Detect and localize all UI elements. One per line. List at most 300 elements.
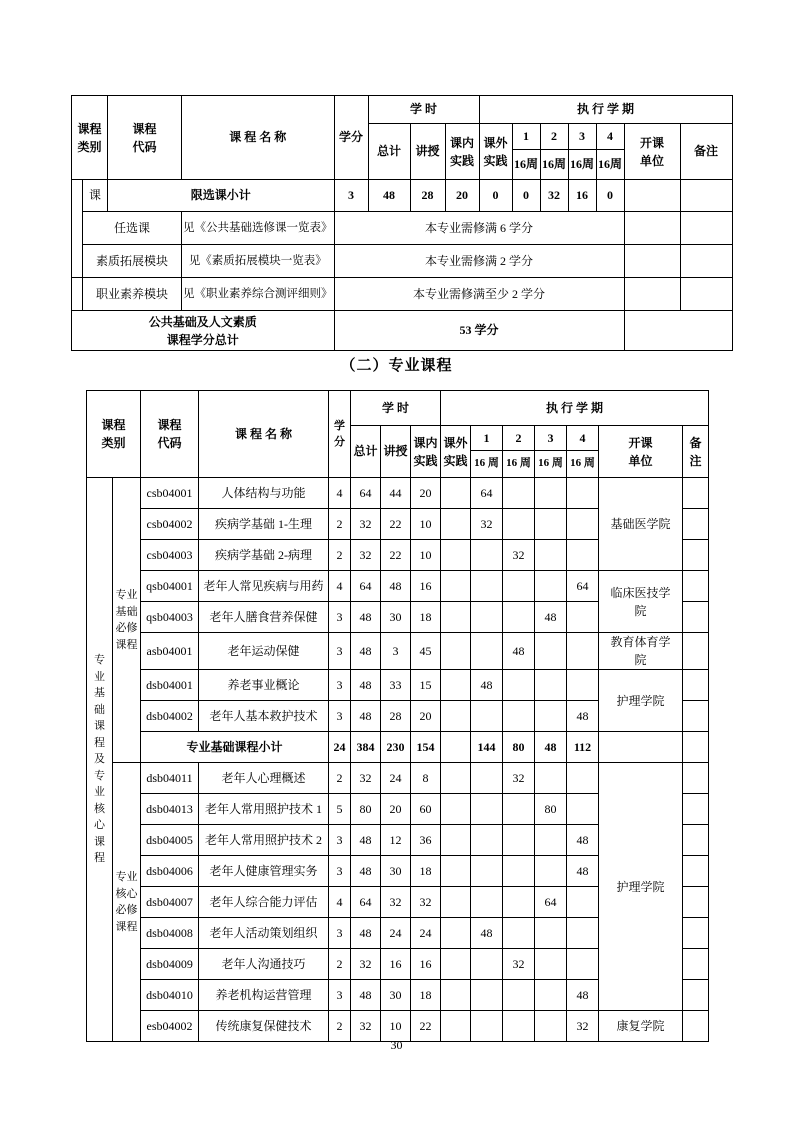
sem3-cell <box>535 825 567 856</box>
outclass-practice-cell <box>441 980 471 1011</box>
course-code-cell: csb04002 <box>141 509 199 540</box>
hours-total-cell: 32 <box>351 763 381 794</box>
hours-lecture-cell: 24 <box>381 918 411 949</box>
note-cell <box>683 794 709 825</box>
t1-module-name: 见《素质拓展模块一览表》 <box>182 245 335 278</box>
outclass-practice-cell <box>441 887 471 918</box>
hours-total-cell: 32 <box>351 540 381 571</box>
note-cell <box>683 763 709 794</box>
course-code-cell: dsb04008 <box>141 918 199 949</box>
t2-header-weeks-4: 16 周 <box>567 451 599 478</box>
note-cell <box>683 540 709 571</box>
credit-cell: 2 <box>329 540 351 571</box>
hours-total-cell: 48 <box>351 918 381 949</box>
sem4-cell <box>567 540 599 571</box>
t1-module-name: 见《公共基础选修课一览表》 <box>182 212 335 245</box>
t1-header-weeks-2: 16周 <box>540 150 568 180</box>
sem2-cell <box>503 670 535 701</box>
credit-cell: 3 <box>329 825 351 856</box>
t2-header-sem-1: 1 <box>471 426 503 451</box>
note-cell <box>683 478 709 509</box>
course-row <box>87 670 709 701</box>
sem4-cell: 48 <box>567 980 599 1011</box>
sem2-cell <box>503 794 535 825</box>
course-code-cell: dsb04010 <box>141 980 199 1011</box>
t2-header-unit <box>599 426 683 478</box>
course-row <box>87 763 709 794</box>
credit-cell: 5 <box>329 794 351 825</box>
hours-total-cell: 48 <box>351 701 381 732</box>
hours-lecture-cell: 28 <box>381 701 411 732</box>
sem4-cell <box>567 918 599 949</box>
t1-subtotal-row <box>72 180 733 212</box>
inclass-practice-cell: 154 <box>411 732 441 763</box>
sem1-cell <box>471 980 503 1011</box>
t1-header-lecture: 讲授 <box>410 124 445 180</box>
outclass-practice-cell <box>441 918 471 949</box>
t1-outer-spacer-cell <box>72 278 83 311</box>
t1-total-value: 53 学分 <box>334 311 624 351</box>
sem2-cell <box>503 1011 535 1042</box>
inclass-practice-cell: 45 <box>411 633 441 670</box>
t1-header-sem-1: 1 <box>512 124 540 150</box>
offering-unit-label: 护理学院 <box>616 879 665 894</box>
credit-cell: 3 <box>329 633 351 670</box>
course-code-cell: dsb04011 <box>141 763 199 794</box>
t2-header-credit: 学分 <box>329 391 351 478</box>
offering-unit-cell <box>599 732 683 763</box>
offering-unit-label: 教育体育学院 <box>610 635 671 667</box>
sem2-cell <box>503 602 535 633</box>
sem3-cell: 80 <box>535 794 567 825</box>
course-code-cell: dsb04002 <box>141 701 199 732</box>
t2-header-inclass: 课内实践 <box>411 426 441 478</box>
note-cell <box>683 633 709 670</box>
t2-header-weeks-3: 16 周 <box>535 451 567 478</box>
sem3-cell <box>535 509 567 540</box>
t1-module-requirement: 本专业需修满 6 学分 <box>334 212 624 245</box>
t1-header-hours: 学 时 <box>368 96 479 124</box>
t1-total-label-line1: 公共基础及人文素质 <box>148 314 257 329</box>
sem2-cell: 48 <box>503 633 535 670</box>
inclass-practice-cell: 24 <box>411 918 441 949</box>
outclass-practice-cell <box>441 732 471 763</box>
hours-total-cell: 32 <box>351 1011 381 1042</box>
t2-header-sem-2: 2 <box>503 426 535 451</box>
sem4-cell <box>567 633 599 670</box>
public-basic-course-table <box>71 95 733 351</box>
note-cell <box>683 732 709 763</box>
sem1-cell <box>471 794 503 825</box>
t1-header-sem-3: 3 <box>568 124 596 150</box>
course-row <box>87 1011 709 1042</box>
offering-unit-label: 基础医学院 <box>610 517 671 531</box>
sem1-cell: 144 <box>471 732 503 763</box>
outclass-practice-cell <box>441 540 471 571</box>
sem2-cell: 32 <box>503 949 535 980</box>
hours-total-cell: 384 <box>351 732 381 763</box>
outclass-practice-cell <box>441 509 471 540</box>
credit-cell: 3 <box>329 701 351 732</box>
outclass-practice-cell <box>441 633 471 670</box>
sem3-cell <box>535 478 567 509</box>
t1-subtotal-inclass: 20 <box>445 180 479 212</box>
t1-module-row <box>72 212 733 245</box>
inclass-practice-cell: 16 <box>411 949 441 980</box>
t1-total-label <box>72 311 335 351</box>
offering-unit-cell <box>599 763 683 1011</box>
subtotal-row <box>87 732 709 763</box>
sem1-cell <box>471 763 503 794</box>
course-group-cell: 专业核心必修课程 <box>113 763 141 1042</box>
sem2-cell <box>503 571 535 602</box>
sem2-cell: 80 <box>503 732 535 763</box>
hours-total-cell: 64 <box>351 478 381 509</box>
t2-header-semesters: 执 行 学 期 <box>441 391 709 426</box>
inclass-practice-cell: 10 <box>411 509 441 540</box>
course-group-cell: 专业基础必修课程 <box>113 478 141 763</box>
credit-cell: 4 <box>329 571 351 602</box>
hours-lecture-cell: 10 <box>381 1011 411 1042</box>
sem1-cell <box>471 540 503 571</box>
course-name-cell: 疾病学基础 1-生理 <box>199 509 329 540</box>
sem4-cell: 48 <box>567 856 599 887</box>
course-name-cell: 老年人健康管理实务 <box>199 856 329 887</box>
note-cell <box>683 701 709 732</box>
sem3-cell: 48 <box>535 732 567 763</box>
hours-total-cell: 64 <box>351 571 381 602</box>
outclass-practice-cell <box>441 1011 471 1042</box>
inclass-practice-cell: 18 <box>411 856 441 887</box>
course-code-cell: dsb04013 <box>141 794 199 825</box>
t2-header-sem-3: 3 <box>535 426 567 451</box>
sem4-cell: 48 <box>567 825 599 856</box>
sem1-cell <box>471 949 503 980</box>
hours-lecture-cell: 48 <box>381 571 411 602</box>
inclass-practice-cell: 20 <box>411 701 441 732</box>
hours-total-cell: 48 <box>351 856 381 887</box>
sem3-cell: 48 <box>535 602 567 633</box>
offering-unit-cell <box>599 633 683 670</box>
t1-subtotal-s1: 0 <box>512 180 540 212</box>
t1-outer-spacer-cell <box>72 180 83 278</box>
sem2-cell: 32 <box>503 540 535 571</box>
offering-unit-cell <box>599 571 683 633</box>
hours-lecture-cell: 30 <box>381 980 411 1011</box>
t1-module-category: 职业素养模块 <box>83 278 182 311</box>
course-row <box>87 478 709 509</box>
t1-header-row-1 <box>72 96 733 124</box>
credit-cell: 24 <box>329 732 351 763</box>
course-name-cell: 养老机构运营管理 <box>199 980 329 1011</box>
sem3-cell: 64 <box>535 887 567 918</box>
sem4-cell <box>567 670 599 701</box>
inclass-practice-cell: 8 <box>411 763 441 794</box>
note-cell <box>683 887 709 918</box>
course-name-cell: 老年人心理概述 <box>199 763 329 794</box>
professional-course-table <box>86 390 709 1042</box>
hours-total-cell: 32 <box>351 509 381 540</box>
inclass-practice-cell: 22 <box>411 1011 441 1042</box>
hours-lecture-cell: 22 <box>381 509 411 540</box>
hours-lecture-cell: 30 <box>381 602 411 633</box>
course-code-cell: qsb04001 <box>141 571 199 602</box>
inclass-practice-cell: 20 <box>411 478 441 509</box>
outclass-practice-cell <box>441 571 471 602</box>
course-name-cell: 老年人常用照护技术 2 <box>199 825 329 856</box>
inclass-practice-cell: 18 <box>411 980 441 1011</box>
t1-header-note: 备注 <box>680 124 732 180</box>
sem4-cell <box>567 602 599 633</box>
t1-header-inclass: 课内实践 <box>445 124 479 180</box>
hours-total-cell: 80 <box>351 794 381 825</box>
course-name-cell: 老年运动保健 <box>199 633 329 670</box>
t2-header <box>87 391 709 478</box>
t1-header-total: 总计 <box>368 124 410 180</box>
hours-lecture-cell: 12 <box>381 825 411 856</box>
sem3-cell <box>535 571 567 602</box>
t1-module-unit-cell <box>624 245 680 278</box>
sem3-cell <box>535 670 567 701</box>
sem1-cell: 48 <box>471 670 503 701</box>
sem1-cell <box>471 701 503 732</box>
credit-cell: 3 <box>329 980 351 1011</box>
hours-total-cell: 48 <box>351 633 381 670</box>
hours-total-cell: 32 <box>351 949 381 980</box>
t1-module-row <box>72 245 733 278</box>
hours-lecture-cell: 22 <box>381 540 411 571</box>
t1-header-name: 课 程 名 称 <box>182 96 335 180</box>
course-code-cell: dsb04006 <box>141 856 199 887</box>
course-code-cell: qsb04003 <box>141 602 199 633</box>
t1-module-note-cell <box>680 212 732 245</box>
t2-header-row-1 <box>87 391 709 426</box>
section-title: （二）专业课程 <box>340 358 453 374</box>
note-cell <box>683 856 709 887</box>
sem2-cell: 32 <box>503 763 535 794</box>
course-code-cell: dsb04001 <box>141 670 199 701</box>
sem4-cell <box>567 887 599 918</box>
t1-header-sem-2: 2 <box>540 124 568 150</box>
offering-unit-label: 护理学院 <box>616 693 665 708</box>
sem2-cell <box>503 701 535 732</box>
t2-header-total: 总计 <box>351 426 381 478</box>
note-cell <box>683 509 709 540</box>
offering-unit-cell <box>599 670 683 732</box>
t1-module-note-cell <box>680 278 732 311</box>
t1-header-category-label: 课程类别 <box>77 121 102 154</box>
note-cell <box>683 602 709 633</box>
t1-subtotal-unit-cell <box>624 180 680 212</box>
sem2-cell <box>503 825 535 856</box>
sem3-cell <box>535 856 567 887</box>
course-code-cell: csb04001 <box>141 478 199 509</box>
sem4-cell <box>567 763 599 794</box>
inclass-practice-cell: 32 <box>411 887 441 918</box>
t1-total-row <box>72 311 733 351</box>
t1-header-unit-label: 开课单位 <box>639 135 664 168</box>
offering-unit-cell <box>599 478 683 571</box>
t1-module-row <box>72 278 733 311</box>
t1-subtotal-s4: 0 <box>596 180 624 212</box>
credit-cell: 3 <box>329 602 351 633</box>
sem2-cell <box>503 478 535 509</box>
inclass-practice-cell: 16 <box>411 571 441 602</box>
sem3-cell <box>535 763 567 794</box>
note-cell <box>683 980 709 1011</box>
course-row <box>87 633 709 670</box>
credit-cell: 4 <box>329 887 351 918</box>
sem4-cell <box>567 478 599 509</box>
outclass-practice-cell <box>441 670 471 701</box>
sem1-cell <box>471 633 503 670</box>
hours-lecture-cell: 20 <box>381 794 411 825</box>
sem3-cell <box>535 980 567 1011</box>
t1-subtotal-outclass: 0 <box>479 180 512 212</box>
t2-header-weeks-1: 16 周 <box>471 451 503 478</box>
outclass-practice-cell <box>441 949 471 980</box>
sem3-cell <box>535 918 567 949</box>
t1-header-unit <box>624 124 680 180</box>
sem4-cell <box>567 794 599 825</box>
outclass-practice-cell <box>441 478 471 509</box>
hours-lecture-cell: 24 <box>381 763 411 794</box>
subtotal-title-cell: 专业基础课程小计 <box>141 732 329 763</box>
hours-total-cell: 64 <box>351 887 381 918</box>
t1-header-code <box>108 96 182 180</box>
credit-cell: 2 <box>329 1011 351 1042</box>
sem2-cell <box>503 887 535 918</box>
sem3-cell <box>535 1011 567 1042</box>
hours-total-cell: 48 <box>351 980 381 1011</box>
note-cell <box>683 1011 709 1042</box>
hours-lecture-cell: 33 <box>381 670 411 701</box>
sem3-cell <box>535 701 567 732</box>
sem2-cell <box>503 509 535 540</box>
course-row <box>87 571 709 602</box>
t1-module-requirement: 本专业需修满 2 学分 <box>334 245 624 278</box>
sem2-cell <box>503 980 535 1011</box>
t1-header-code-label: 课程代码 <box>132 121 157 154</box>
t1-subtotal-s2: 32 <box>540 180 568 212</box>
sem3-cell <box>535 633 567 670</box>
t1-subtotal-total: 48 <box>368 180 410 212</box>
outclass-practice-cell <box>441 825 471 856</box>
offering-unit-label: 康复学院 <box>616 1019 665 1033</box>
hours-lecture-cell: 44 <box>381 478 411 509</box>
t2-header-category-label: 课程类别 <box>101 418 126 450</box>
credit-cell: 3 <box>329 856 351 887</box>
t2-header-category <box>87 391 141 478</box>
sem3-cell <box>535 949 567 980</box>
t2-header-note: 备注 <box>683 426 709 478</box>
course-code-cell: dsb04005 <box>141 825 199 856</box>
offering-unit-label: 临床医技学院 <box>610 585 671 618</box>
t2-header-code-label: 课程代码 <box>157 418 182 450</box>
course-name-cell: 老年人综合能力评估 <box>199 887 329 918</box>
t1-header-category <box>72 96 108 180</box>
t1-module-name: 见《职业素养综合测评细则》 <box>182 278 335 311</box>
hours-total-cell: 48 <box>351 602 381 633</box>
offering-unit-cell <box>599 1011 683 1042</box>
course-code-cell: dsb04009 <box>141 949 199 980</box>
t1-header-weeks-4: 16周 <box>596 150 624 180</box>
t2-header-lecture: 讲授 <box>381 426 411 478</box>
t2-header-hours: 学 时 <box>351 391 441 426</box>
course-name-cell: 老年人常见疾病与用药 <box>199 571 329 602</box>
hours-lecture-cell: 230 <box>381 732 411 763</box>
credit-cell: 3 <box>329 918 351 949</box>
t2-body <box>87 478 709 1042</box>
course-name-cell: 老年人常用照护技术 1 <box>199 794 329 825</box>
outer-category-cell: 专业基础课程及专业核心课程 <box>87 478 113 1042</box>
t1-module-category: 素质拓展模块 <box>83 245 182 278</box>
t1-total-label-line2: 课程学分总计 <box>166 332 239 347</box>
t1-header-weeks-1: 16周 <box>512 150 540 180</box>
t1-subtotal-title: 限选课小计 <box>108 180 335 212</box>
sem1-cell <box>471 602 503 633</box>
sem1-cell: 32 <box>471 509 503 540</box>
page-number: 30 <box>390 1038 403 1052</box>
credit-cell: 3 <box>329 670 351 701</box>
note-cell <box>683 825 709 856</box>
outclass-practice-cell <box>441 602 471 633</box>
inclass-practice-cell: 18 <box>411 602 441 633</box>
credit-cell: 2 <box>329 949 351 980</box>
sem1-cell: 48 <box>471 918 503 949</box>
hours-total-cell: 48 <box>351 825 381 856</box>
sem4-cell <box>567 949 599 980</box>
t1-header-outclass: 课外实践 <box>479 124 512 180</box>
t1-module-requirement: 本专业需修满至少 2 学分 <box>334 278 624 311</box>
t1-header-semesters: 执 行 学 期 <box>479 96 732 124</box>
sem4-cell: 32 <box>567 1011 599 1042</box>
t1-module-note-cell <box>680 245 732 278</box>
course-name-cell: 传统康复保健技术 <box>199 1011 329 1042</box>
inclass-practice-cell: 60 <box>411 794 441 825</box>
outclass-practice-cell <box>441 794 471 825</box>
sem4-cell: 112 <box>567 732 599 763</box>
hours-total-cell: 48 <box>351 670 381 701</box>
course-code-cell: dsb04007 <box>141 887 199 918</box>
t2-header-name: 课 程 名 称 <box>199 391 329 478</box>
course-name-cell: 老年人膳食营养保健 <box>199 602 329 633</box>
inclass-practice-cell: 10 <box>411 540 441 571</box>
course-name-cell: 人体结构与功能 <box>199 478 329 509</box>
t2-header-weeks-2: 16 周 <box>503 451 535 478</box>
sem2-cell <box>503 918 535 949</box>
t2-header-code <box>141 391 199 478</box>
course-code-cell: asb04001 <box>141 633 199 670</box>
t1-subtotal-note-cell <box>680 180 732 212</box>
t1-subtotal-lecture: 28 <box>410 180 445 212</box>
sem1-cell: 64 <box>471 478 503 509</box>
course-name-cell: 老年人活动策划组织 <box>199 918 329 949</box>
course-name-cell: 老年人基本救护技术 <box>199 701 329 732</box>
t1-header-sem-4: 4 <box>596 124 624 150</box>
hours-lecture-cell: 30 <box>381 856 411 887</box>
sem3-cell <box>535 540 567 571</box>
t2-header-sem-4: 4 <box>567 426 599 451</box>
outclass-practice-cell <box>441 856 471 887</box>
sem1-cell <box>471 825 503 856</box>
inclass-practice-cell: 36 <box>411 825 441 856</box>
course-name-cell: 老年人沟通技巧 <box>199 949 329 980</box>
sem4-cell: 48 <box>567 701 599 732</box>
hours-lecture-cell: 16 <box>381 949 411 980</box>
t1-module-category: 任选课 <box>83 212 182 245</box>
course-code-cell: csb04003 <box>141 540 199 571</box>
